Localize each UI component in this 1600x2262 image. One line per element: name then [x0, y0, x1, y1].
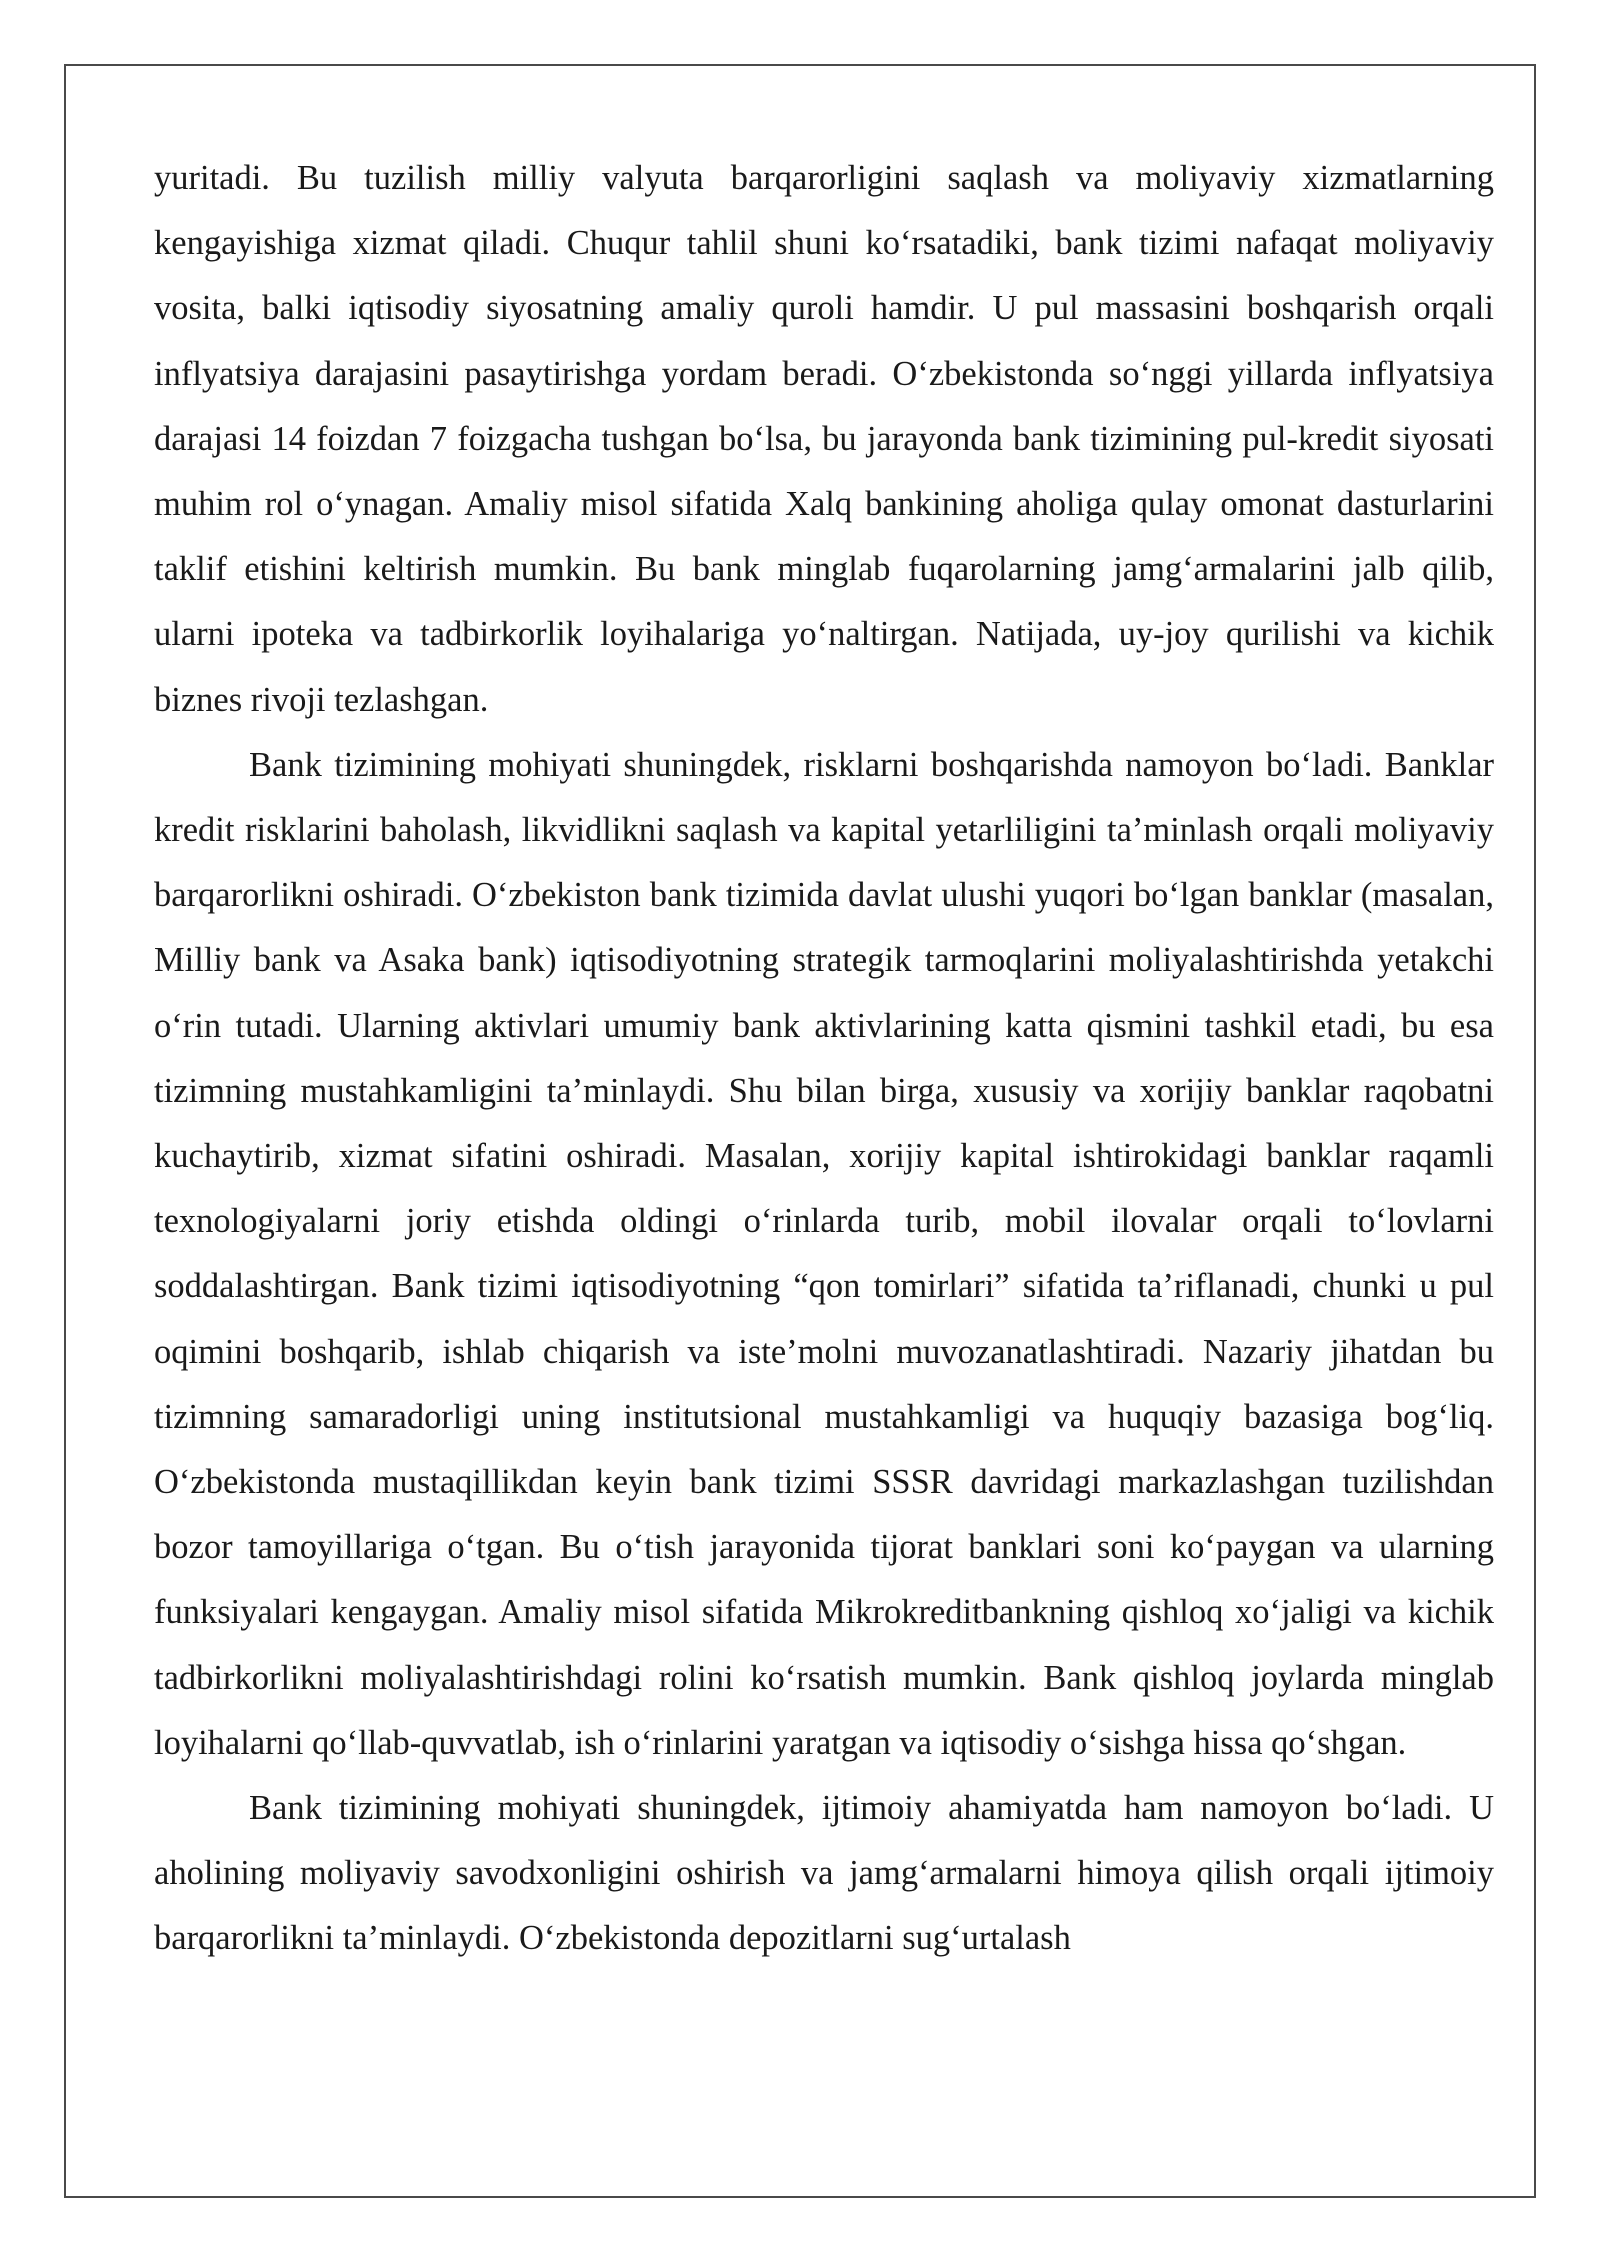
- paragraph-2: Bank tizimining mohiyati shuningdek, risklarni boshqarishda namoyon bo‘ladi. Banklar kredit risklarini baholash, likvidlikni saqlash va kapital yetarliligini ta’minlash orqali moliyaviy barqarorlikni oshiradi. O‘zbekiston bank tizimida davlat ulushi yuqori bo‘lgan banklar (masalan, Milliy bank va Asaka bank) iqtisodiyotning strategik tarmoqlarini moliyalashtirishda yetakchi o‘rin tutadi. Ularning aktivlari umumiy bank aktivlarining katta qismini tashkil etadi, bu esa tizimning mustahkamligini ta’minlaydi. Shu bilan birga, xususiy va xorijiy banklar raqobatni kuchaytirib, xizmat sifatini oshiradi. Masalan, xorijiy kapital ishtirokidagi banklar raqamli texnologiyalarni joriy etishda oldingi o‘rinlarda turib, mobil ilovalar orqali to‘lovlarni soddalashtirgan. Bank tizimi iqtisodiyotning “qon tomirlari” sifatida ta’riflanadi, chunki u pul oqimini boshqarib, ishlab chiqarish va iste’molni muvozanatlashtiradi. Nazariy jihatdan bu tizimning samaradorligi uning institutsional mustahkamligi va huquqiy bazasiga bog‘liq. O‘zbekistonda mustaqillikdan keyin bank tizimi SSSR davridagi markazlashgan tuzilishdan bozor tamoyillariga o‘tgan. Bu o‘tish jarayonida tijorat banklari soni ko‘paygan va ularning funksiyalari kengaygan. Amaliy misol sifatida Mikrokreditbankning qishloq xo‘jaligi va kichik tadbirkorlikni moliyalashtirishdagi rolini ko‘rsatish mumkin. Bank qishloq joylarda minglab loyihalarni qo‘llab-quvvatlab, ish o‘rinlarini yaratgan va iqtisodiy o‘sishga hissa qo‘shgan.: [154, 745, 1494, 1762]
- paragraph-3: Bank tizimining mohiyati shuningdek, ijtimoiy ahamiyatda ham namoyon bo‘ladi. U aholining moliyaviy savodxonligini oshirish va jamg‘armalarni himoya qilish orqali ijtimoiy barqarorlikni ta’minlaydi. O‘zbekistonda depozitlarni sug‘urtalash: [154, 1789, 1494, 1958]
- document-body: [154, 146, 1494, 1972]
- paragraph-1: yuritadi. Bu tuzilish milliy valyuta barqarorligini saqlash va moliyaviy xizmatlarning kengayishiga xizmat qiladi. Chuqur tahlil shuni ko‘rsatadiki, bank tizimi nafaqat moliyaviy vosita, balki iqtisodiy siyosatning amaliy quroli hamdir. U pul massasini boshqarish orqali inflyatsiya darajasini pasaytirishga yordam beradi. O‘zbekistonda so‘nggi yillarda inflyatsiya darajasi 14 foizdan 7 foizgacha tushgan bo‘lsa, bu jarayonda bank tizimining pul-kredit siyosati muhim rol o‘ynagan. Amaliy misol sifatida Xalq bankining aholiga qulay omonat dasturlarini taklif etishini keltirish mumkin. Bu bank minglab fuqarolarning jamg‘armalarini jalb qilib, ularni ipoteka va tadbirkorlik loyihalariga yo‘naltirgan. Natijada, uy-joy qurilishi va kichik biznes rivoji tezlashgan.: [154, 159, 1494, 719]
